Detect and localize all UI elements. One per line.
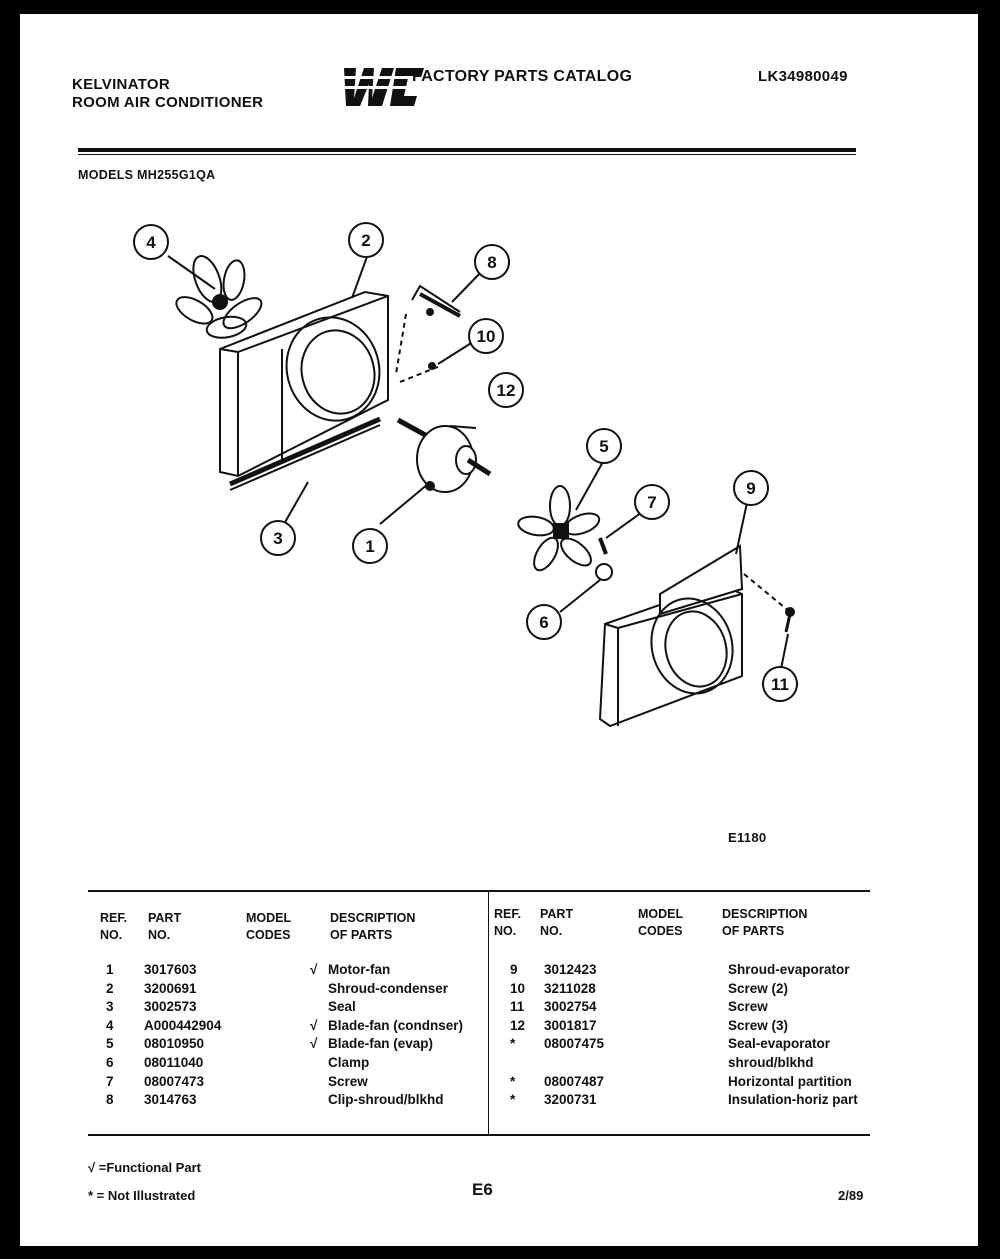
part-number: 3200691 [144,980,197,996]
part-number: 3211028 [544,980,596,996]
condenser-fan-blade [172,252,266,340]
callout-label-8: 8 [487,253,497,272]
part-description: Blade-fan (evap) [328,1036,434,1052]
catalog-number: LK34980049 [758,68,848,85]
part-number: 3012423 [544,962,597,977]
part-number: 08007475 [544,1036,605,1052]
part-description: Insulation-horiz part [728,1092,858,1108]
ref-number: 11 [510,999,525,1015]
part-number: 3200731 [544,1092,597,1108]
fan-motor [398,420,490,492]
part-number: 08010950 [144,1036,205,1052]
ref-number: * [510,1092,516,1108]
ref-number: 8 [106,1092,114,1108]
callout-label-12: 12 [496,381,516,400]
part-number: 3014763 [144,1092,197,1108]
ref-number: 5 [106,1036,114,1052]
callout-label-5: 5 [599,437,609,456]
brand-name: KELVINATOR [72,76,171,93]
part-number: 08007487 [544,1073,605,1089]
part-description: Shroud-evaporator [728,962,850,977]
functional-mark: √ [310,1017,318,1033]
header-ref-no-right: REF. NO. [494,907,522,938]
exploded-parts-diagram [20,14,978,864]
product-type: ROOM AIR CONDITIONER [72,94,264,111]
part-description: Seal-evaporator [728,1036,831,1052]
header-model-codes-right: MODEL CODES [638,907,684,938]
part-description: Seal [328,999,356,1015]
ref-number: * [510,1073,516,1089]
figure-id: E1180 [728,830,767,845]
part-number: A000442904 [144,1017,222,1033]
ref-number: 6 [106,1055,114,1070]
table-bottom-rule [88,1134,870,1136]
part-description: Screw [328,1073,368,1089]
table-divider [488,892,489,1134]
header-part-no: PART NO. [148,911,182,942]
legend-functional: √ =Functional Part [88,1160,201,1175]
callout-label-1: 1 [365,537,375,556]
ref-number: * [510,1036,516,1052]
functional-mark: √ [310,962,318,977]
part-description: Clamp [328,1055,370,1070]
legend-not-illustrated: * = Not Illustrated [88,1188,196,1203]
page-number: E6 [472,1180,493,1199]
part-description: Clip-shroud/blkhd [328,1092,444,1108]
ref-number: 3 [106,999,114,1015]
part-description: Motor-fan [328,962,391,977]
part-number: 3002573 [144,999,197,1015]
header-ref-no: REF. NO. [100,911,128,942]
clip-shroud-bracket [396,286,460,382]
callout-label-2: 2 [361,231,371,250]
functional-mark: √ [310,1036,318,1052]
part-description: Screw (2) [728,980,789,996]
part-number: 08007473 [144,1073,205,1089]
callout-label-4: 4 [146,233,156,252]
callout-label-7: 7 [647,493,657,512]
part-description: shroud/blkhd [728,1055,814,1070]
part-description: Shroud-condenser [328,980,449,996]
clamp [596,564,612,580]
part-description: Screw (3) [728,1017,789,1033]
ref-number: 9 [510,962,518,977]
part-description: Screw [728,999,768,1015]
callout-label-9: 9 [746,479,756,498]
callout-label-3: 3 [273,529,283,548]
evaporator-fan-blade [517,486,602,574]
header-description: DESCRIPTION OF PARTS [330,911,416,942]
callout-label-10: 10 [476,327,496,346]
catalog-page [20,14,978,1246]
callout-label-11: 11 [771,675,789,694]
part-description: Blade-fan (condnser) [328,1017,464,1033]
header-model-codes: MODEL CODES [246,911,292,942]
header-description-right: DESCRIPTION OF PARTS [722,907,808,938]
part-number: 08011040 [144,1055,204,1070]
header-part-no-right: PART NO. [540,907,574,938]
ref-number: 7 [106,1073,114,1089]
part-number: 3002754 [544,999,597,1015]
catalog-title: FACTORY PARTS CATALOG [412,68,633,85]
part-number: 3001817 [544,1017,597,1033]
part-description: Horizontal partition [728,1073,852,1089]
part-number: 3017603 [144,962,197,977]
screw-7 [600,538,606,554]
ref-number: 1 [106,962,114,977]
ref-number: 4 [106,1017,114,1033]
ref-number: 2 [106,980,114,996]
ref-number: 10 [510,980,526,996]
callout-label-6: 6 [539,613,549,632]
date-code: 2/89 [838,1188,864,1203]
evaporator-shroud [600,546,794,726]
ref-number: 12 [510,1017,526,1033]
model-list: MODELS MH255G1QA [78,168,216,182]
table-top-rule [88,890,870,892]
